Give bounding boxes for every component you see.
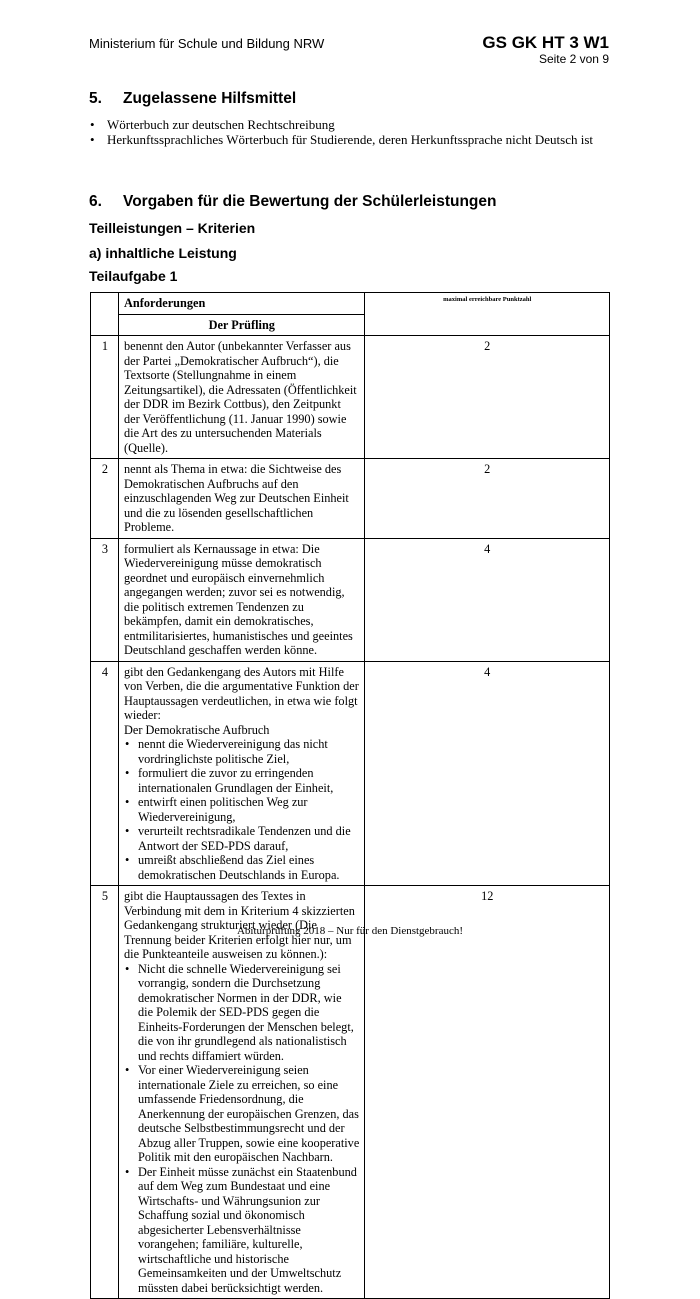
criterion-list-item: • Vor einer Wiedervereinigung seien internationale Ziele zu erreichen, so eine umfassende Friedensordnung, die Anerkennung der europäischen Grenzen, das deutsche Selbstbestimmungsrecht und der Abzug aller Truppen, sowie eine kooperative Politik mit den europäischen Nachbarn. [124,1063,360,1165]
aids-list-item: • Herkunftssprachliches Wörterbuch für Studierende, deren Herkunftssprache nicht Deutsch ist [89,132,609,147]
criterion-list-item: • Nicht die schnelle Wiedervereinigung sei vorrangig, sondern die Durchsetzung demokratischer Normen in der DDR, wie die Polemik der SED-PDS gegen die Einheits-Forderungen der Menschen belegt, die von ihr grundlegend als nationalistisch und rechts diffamiert würden. [124,962,360,1064]
section-5-number: 5. [89,90,102,107]
criterion-text: nennt als Thema in etwa: die Sichtweise des Demokratischen Aufbruchs auf den einzuschlagenden Weg zur Deutschen Einheit und die zu lösenden gesellschaftlichen Probleme. [119,459,365,539]
criterion-points: 2 [364,459,610,539]
criterion-list-item: • verurteilt rechtsradikale Tendenzen und die Antwort der SED-PDS darauf, [124,824,360,853]
criterion-text: benennt den Autor (unbekannter Verfasser aus der Partei „Demokratischer Aufbruch“), die Textsorte (Stellungnahme in einem Zeitungsartikel), die Adressaten (Öffentlichkeit der DDR im Bezirk Cottbus), den Zeitpunkt der Veröffentlichung (11. Januar 1990) sowie die Art des zu untersuchenden Materials (Quelle). [119,336,365,459]
section-6-title: Vorgaben für die Bewertung der Schülerleistungen [123,193,497,210]
requirements-header: Anforderungen [119,293,365,315]
examinee-subheader: Der Prüfling [119,314,365,336]
criterion-list-item: • Der Einheit müsse zunächst ein Staatenbund auf dem Weg zum Bundestaat und eine Wirtschafts- und Währungsunion zur Schaffung sozial und ökonomisch abgesicherter Lebensverhältnisse vorangehen; familiäre, kulturelle, wirtschaftliche und historische Gemeinsamkeiten und der Umweltschutz müssten dabei berücksichtigt werden. [124,1165,360,1296]
section-5-title: Zugelassene Hilfsmittel [123,90,297,107]
criterion-number: 4 [91,661,119,886]
criterion-points: 4 [364,538,610,661]
table-row [91,538,610,661]
page-number: Seite 2 von 9 [538,52,609,66]
ministry-name: Ministerium für Schule und Bildung NRW [89,36,325,51]
criterion-list [124,962,360,1296]
criterion-text-cell [119,661,365,886]
section-6-number: 6. [89,193,102,210]
exam-code: GS GK HT 3 W1 [482,33,609,52]
criterion-points: 2 [364,336,610,459]
task-title: Teilaufgabe 1 [89,268,178,284]
criterion-list-item: • formuliert die zuvor zu erringenden internationalen Grundlagen der Einheit, [124,766,360,795]
table-row [91,459,610,539]
table-row [91,661,610,886]
table-row [91,886,610,1299]
aids-list-item: • Wörterbuch zur deutschen Rechtschreibung [89,117,609,132]
criterion-number: 2 [91,459,119,539]
criterion-intro: gibt die Hauptaussagen des Textes in Verbindung mit dem in Kriterium 4 skizzierten Gedankengang strukturiert wieder (Die Trennung beider Kriterien erfolgt hier nur, um die Punkteanteile ausweisen zu können.): [124,889,355,961]
criterion-number: 5 [91,886,119,1299]
max-points-header: maximal erreichbare Punktzahl [364,293,610,336]
criterion-lead: Der Demokratische Aufbruch [124,722,270,737]
criterion-points: 12 [364,886,610,1299]
page-footer: Abiturprüfung 2018 – Nur für den Dienstgebrauch! [236,925,464,937]
criterion-list-item: • umreißt abschließend das Ziel eines demokratischen Deutschlands in Europa. [124,853,360,882]
content-performance-subtitle: a) inhaltliche Leistung [89,245,237,261]
header-blank-cell [91,293,119,336]
criteria-subtitle: Teilleistungen – Kriterien [89,220,256,236]
criterion-list [124,737,360,882]
criterion-intro: gibt den Gedankengang des Autors mit Hilfe von Verben, die die argumentative Funktion der Hauptaussagen verdeutlichen, in etwa wie folgt wieder: [124,664,359,722]
aids-list [89,117,609,147]
criterion-text: formuliert als Kernaussage in etwa: Die Wiedervereinigung müsse demokratisch geordnet und europäisch einvernehmlich angegangen werden; zuvor sei es notwendig, die politisch extremen Tendenzen zu bekämpfen, damit ein demokratisches, entmilitarisiertes, humanistisches und geeintes Deutschland geschaffen werden könne. [119,538,365,661]
criterion-number: 3 [91,538,119,661]
section-5-heading [89,90,296,108]
table-header-row [91,293,610,315]
criteria-table [90,292,610,1299]
section-6-heading [89,193,497,211]
criterion-list-item: • nennt die Wiedervereinigung das nicht vordringlichste politische Ziel, [124,737,360,766]
table-row [91,336,610,459]
criterion-text-cell [119,886,365,1299]
criterion-number: 1 [91,336,119,459]
criterion-points: 4 [364,661,610,886]
criterion-list-item: • entwirft einen politischen Weg zur Wiedervereinigung, [124,795,360,824]
